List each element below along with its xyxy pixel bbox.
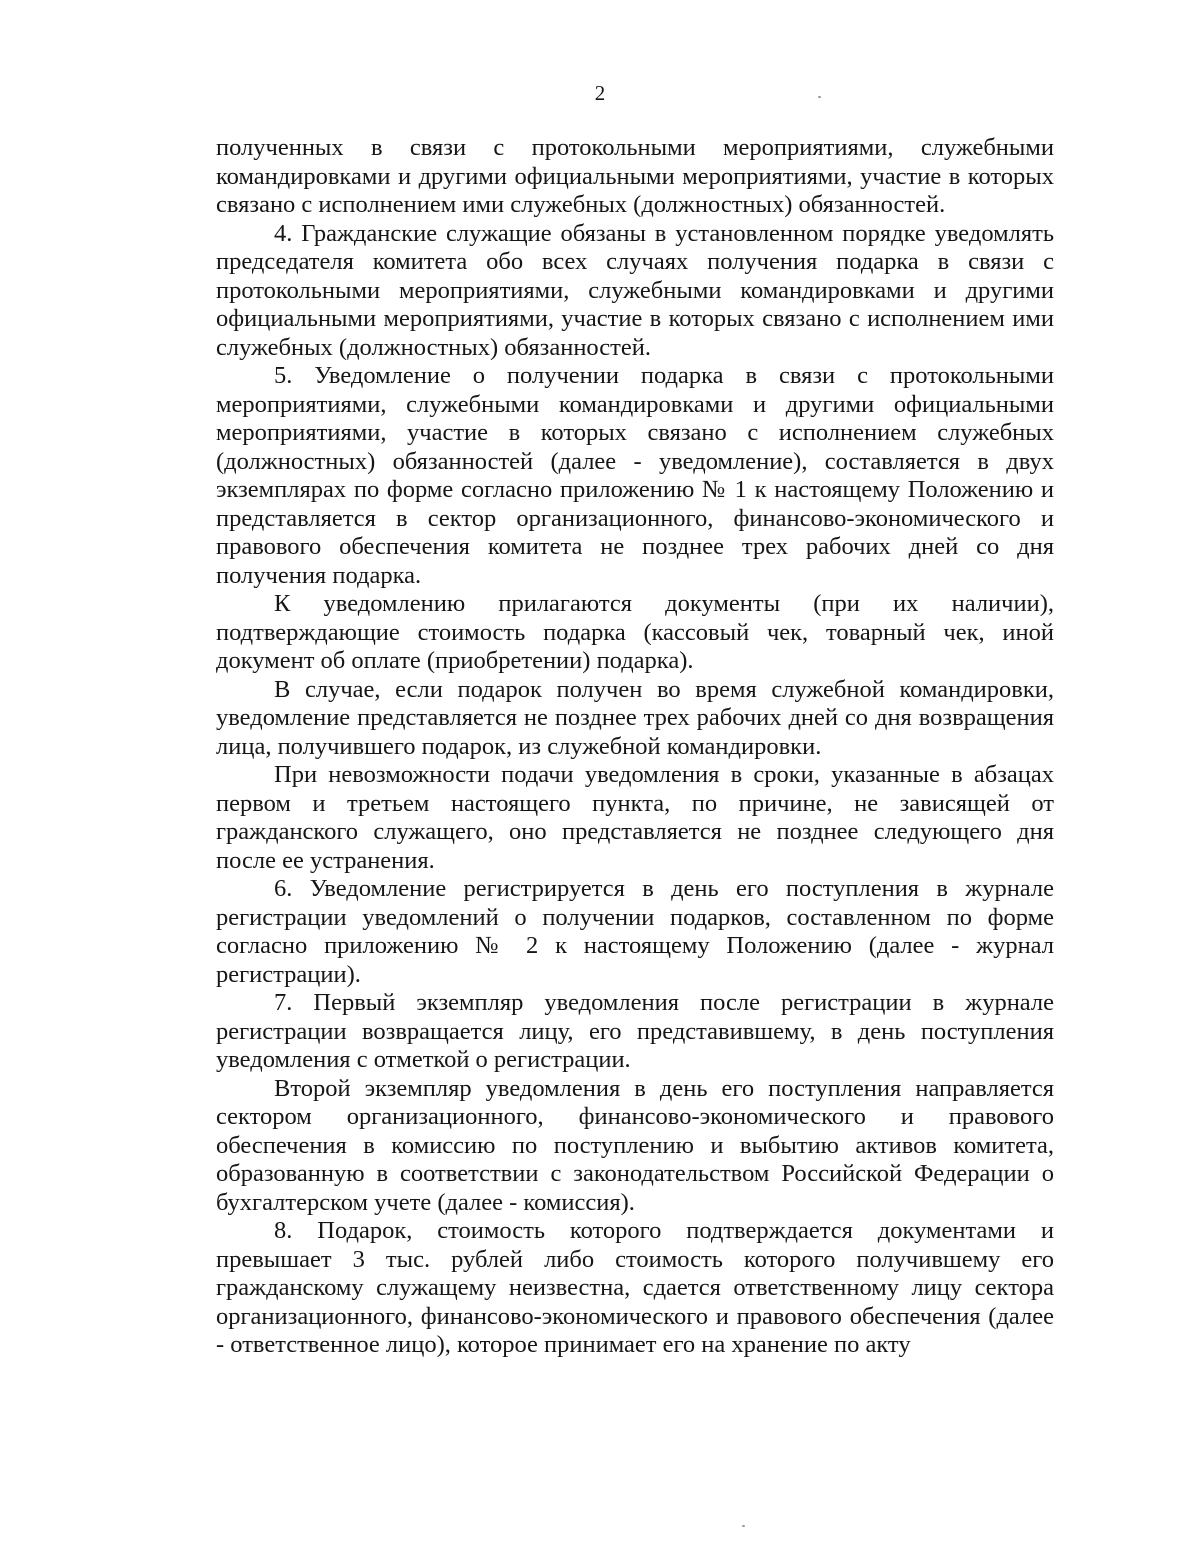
document-body [216,134,1054,1360]
paragraph-impossibility: При невозможности подачи уведомления в сроки, указанные в абзацах первом и третьем настоящего пункта, по причине, не зависящей от гражданского служащего, оно представляется не позднее следующего дня после ее устранения. [216,761,1054,874]
paragraph-second-copy: Второй экземпляр уведомления в день его поступления направляется сектором организационного, финансово-экономического и правового обеспечения в комиссию по поступлению и выбытию активов комитета, образованную в соответствии с законодательством Российской Федерации о бухгалтерском учете (далее - комиссия). [216,1074,1054,1216]
scan-speck [818,96,821,98]
paragraph-item-5: 5. Уведомление о получении подарка в связи с протокольными мероприятиями, служебными командировками и другими официальными мероприятиями, участие в которых связано с исполнением служебных (должностных) обязанностей (далее - уведомление), составляется в двух экземплярах по форме согласно приложению № 1 к настоящему Положению и представляется в сектор организационного, финансово-экономического и правового обеспечения комитета не позднее трех рабочих дней со дня получения подарка. [216,362,1054,589]
scan-speck [742,1525,745,1527]
paragraph-item-7: 7. Первый экземпляр уведомления после регистрации в журнале регистрации возвращается лицу, его представившему, в день поступления уведомления с отметкой о регистрации. [216,989,1054,1073]
paragraph-item-4: 4. Гражданские служащие обязаны в установленном порядке уведомлять председателя комитета обо всех случаях получения подарка в связи с протокольными мероприятиями, служебными командировками и другими официальными мероприятиями, участие в которых связано с исполнением ими служебных (должностных) обязанностей. [216,219,1054,361]
paragraph-item-6: 6. Уведомление регистрируется в день его поступления в журнале регистрации уведомлений о получении подарков, составленном по форме согласно приложению № 2 к настоящему Положению (далее - журнал регистрации). [216,875,1054,988]
paragraph-item-8: 8. Подарок, стоимость которого подтверждается документами и превышает 3 тыс. рублей либо стоимость которого получившему его гражданскому служащему неизвестна, сдается ответственному лицу сектора организационного, финансово-экономического и правового обеспечения (далее - ответственное лицо), которое принимает его на хранение по акту [216,1217,1054,1358]
paragraph-business-trip: В случае, если подарок получен во время служебной командировки, уведомление представляется не позднее трех рабочих дней со дня возвращения лица, получившего подарок, из служебной командировки. [216,675,1054,760]
page-number: 2 [594,81,606,105]
paragraph-attachments: К уведомлению прилагаются документы (при их наличии), подтверждающие стоимость подарка (кассовый чек, товарный чек, иной документ об оплате (приобретении) подарка). [216,590,1054,674]
paragraph-continuation: полученных в связи с протокольными мероприятиями, служебными командировками и другими официальными мероприятиями, участие в которых связано с исполнением ими служебных (должностных) обязанностей. [216,134,1054,218]
